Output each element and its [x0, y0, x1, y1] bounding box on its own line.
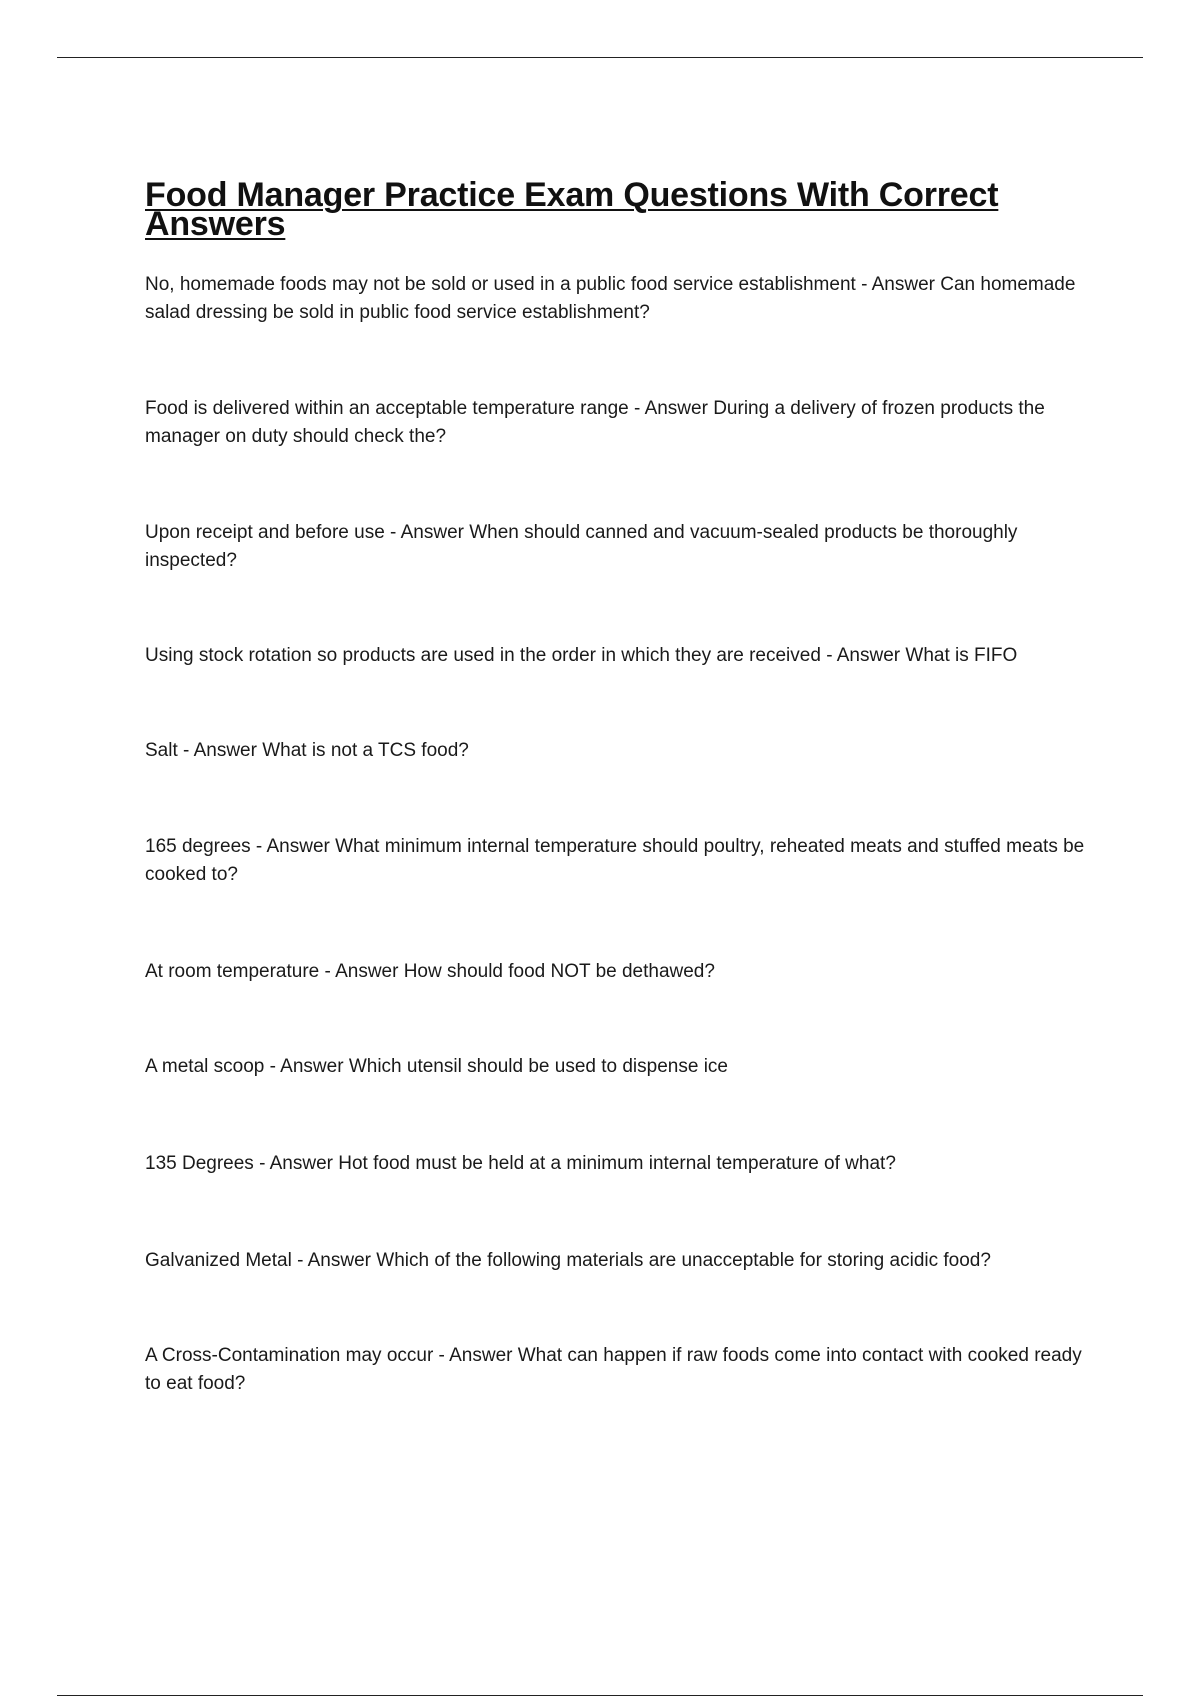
footer-rule: [57, 1695, 1143, 1696]
qa-item-1: No, homemade foods may not be sold or used in a public food service establishment - Answer Can homemade salad dressing be sold in public food service establishment?: [145, 274, 1076, 323]
qa-item-5: Salt - Answer What is not a TCS food?: [145, 740, 469, 761]
qa-item-6: 165 degrees - Answer What minimum internal temperature should poultry, reheated meats and stuffed meats be cooked to?: [145, 836, 1085, 885]
qa-item-10: Galvanized Metal - Answer Which of the following materials are unacceptable for storing acidic food?: [145, 1250, 991, 1271]
qa-item-2: Food is delivered within an acceptable temperature range - Answer During a delivery of frozen products the manager on duty should check the?: [145, 398, 1045, 447]
qa-item-4: Using stock rotation so products are used in the order in which they are received - Answer What is FIFO: [145, 645, 1018, 666]
document-body: [145, 176, 1095, 1394]
qa-item-7: At room temperature - Answer How should food NOT be dethawed?: [145, 961, 715, 982]
qa-item-8: A metal scoop - Answer Which utensil should be used to dispense ice: [145, 1056, 728, 1077]
qa-item-11: A Cross-Contamination may occur - Answer What can happen if raw foods come into contact with cooked ready to eat food?: [145, 1345, 1082, 1394]
document-title: Food Manager Practice Exam Questions With Correct Answers: [145, 176, 999, 243]
header-rule: [57, 57, 1143, 58]
qa-item-9: 135 Degrees - Answer Hot food must be held at a minimum internal temperature of what?: [145, 1153, 896, 1174]
qa-item-3: Upon receipt and before use - Answer When should canned and vacuum-sealed products be thoroughly inspected?: [145, 522, 1018, 571]
